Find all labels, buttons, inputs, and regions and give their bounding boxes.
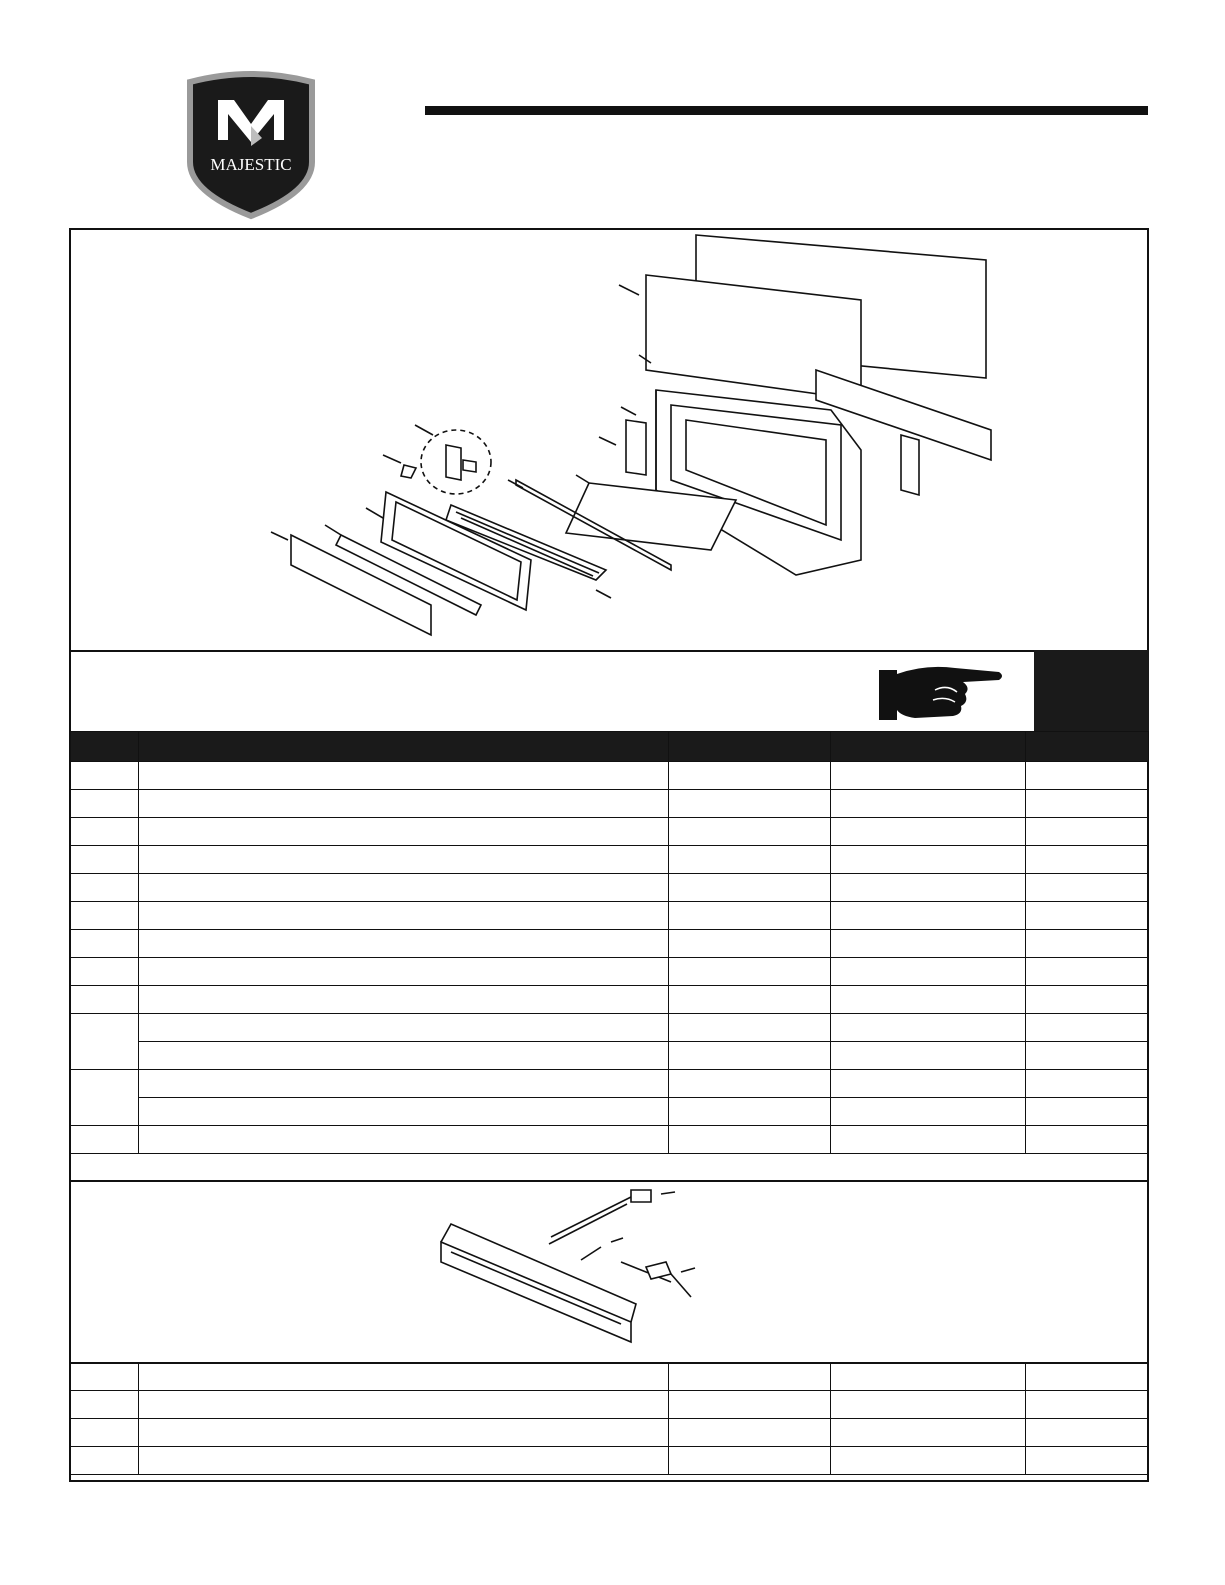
table-cell — [71, 1419, 139, 1447]
parts-table — [70, 731, 1149, 1154]
table-cell — [1026, 1042, 1149, 1070]
header-rule — [425, 106, 1148, 115]
table-cell — [831, 818, 1026, 846]
table-cell — [831, 1098, 1026, 1126]
table-cell — [139, 790, 669, 818]
table-cell — [669, 1014, 831, 1042]
table-row — [71, 874, 1149, 902]
table-cell — [139, 818, 669, 846]
table-cell — [669, 958, 831, 986]
table-cell — [139, 930, 669, 958]
table-cell — [71, 1014, 139, 1070]
table-cell — [139, 1126, 669, 1154]
exploded-parts-diagram — [71, 230, 1147, 652]
table-cell — [139, 1419, 669, 1447]
table-cell — [831, 790, 1026, 818]
table-cell — [1026, 874, 1149, 902]
table-cell — [1026, 1419, 1149, 1447]
table-cell — [831, 874, 1026, 902]
accessory-diagram — [71, 1180, 1147, 1364]
table-cell — [831, 902, 1026, 930]
table-cell — [831, 1070, 1026, 1098]
table-row — [71, 1391, 1149, 1419]
table-cell — [831, 986, 1026, 1014]
table-cell — [669, 930, 831, 958]
table-cell — [831, 1363, 1026, 1391]
table-cell — [831, 846, 1026, 874]
table-row — [71, 958, 1149, 986]
table-row — [71, 818, 1149, 846]
table-cell — [1026, 930, 1149, 958]
table-cell — [139, 1098, 669, 1126]
header-ref — [71, 732, 139, 762]
table-cell — [1026, 762, 1149, 790]
table-row — [71, 1098, 1149, 1126]
table-cell — [139, 1363, 669, 1391]
table-cell — [669, 790, 831, 818]
header-description — [139, 732, 669, 762]
table-cell — [71, 790, 139, 818]
table-cell — [71, 1070, 139, 1126]
table-cell — [139, 762, 669, 790]
table-cell — [831, 762, 1026, 790]
table-cell — [139, 1391, 669, 1419]
table-row — [71, 1070, 1149, 1098]
logo-wordmark: MAJESTIC — [210, 155, 292, 174]
table-cell — [831, 1126, 1026, 1154]
table-cell — [1026, 790, 1149, 818]
table-cell — [1026, 846, 1149, 874]
table-cell — [669, 1098, 831, 1126]
table-cell — [71, 818, 139, 846]
table-row — [71, 790, 1149, 818]
table-cell — [71, 1447, 139, 1475]
table-row — [71, 1014, 1149, 1042]
pointing-hand-icon — [875, 662, 1009, 726]
table-row — [71, 1363, 1149, 1391]
table-cell — [71, 846, 139, 874]
table-cell — [71, 902, 139, 930]
table-cell — [1026, 1391, 1149, 1419]
table-cell — [669, 818, 831, 846]
table-cell — [1026, 1126, 1149, 1154]
table-row — [71, 1042, 1149, 1070]
table-row — [71, 986, 1149, 1014]
table-cell — [669, 902, 831, 930]
table-cell — [139, 846, 669, 874]
table-cell — [831, 1391, 1026, 1419]
table-row — [71, 846, 1149, 874]
table-cell — [71, 874, 139, 902]
parts-table-header — [71, 732, 1149, 762]
table-row — [71, 1447, 1149, 1475]
table-cell — [831, 1042, 1026, 1070]
table-cell — [669, 1070, 831, 1098]
table-cell — [71, 1126, 139, 1154]
table-row — [71, 1419, 1149, 1447]
table-cell — [139, 1014, 669, 1042]
header-col5 — [1026, 732, 1149, 762]
table-cell — [1026, 1070, 1149, 1098]
table-cell — [71, 1391, 139, 1419]
table-cell — [831, 958, 1026, 986]
table-cell — [831, 1447, 1026, 1475]
table-cell — [831, 1419, 1026, 1447]
table-cell — [71, 986, 139, 1014]
table-cell — [1026, 1363, 1149, 1391]
table-cell — [669, 846, 831, 874]
table-cell — [1026, 958, 1149, 986]
table-cell — [139, 958, 669, 986]
table-cell — [669, 986, 831, 1014]
table-cell — [669, 1126, 831, 1154]
table-cell — [1026, 902, 1149, 930]
table-cell — [1026, 1098, 1149, 1126]
header-col3 — [669, 732, 831, 762]
header-col4 — [831, 732, 1026, 762]
table-cell — [669, 1391, 831, 1419]
table-cell — [139, 1042, 669, 1070]
table-cell — [71, 762, 139, 790]
table-row — [71, 930, 1149, 958]
table-cell — [669, 1447, 831, 1475]
table-cell — [669, 874, 831, 902]
table-cell — [831, 930, 1026, 958]
table-cell — [71, 958, 139, 986]
table-cell — [831, 1014, 1026, 1042]
table-cell — [139, 986, 669, 1014]
table-cell — [139, 1070, 669, 1098]
table-cell — [1026, 986, 1149, 1014]
table-cell — [139, 1447, 669, 1475]
table-cell — [139, 874, 669, 902]
table-cell — [71, 1363, 139, 1391]
table-cell — [669, 1042, 831, 1070]
table-cell — [669, 1363, 831, 1391]
table-row — [71, 1126, 1149, 1154]
majestic-logo — [184, 70, 318, 220]
table-cell — [669, 762, 831, 790]
table-cell — [1026, 1447, 1149, 1475]
table-cell — [71, 930, 139, 958]
accessory-table — [70, 1362, 1149, 1475]
table-cell — [1026, 1014, 1149, 1042]
table-cell — [139, 902, 669, 930]
table-cell — [669, 1419, 831, 1447]
table-row — [71, 762, 1149, 790]
table-row — [71, 902, 1149, 930]
table-cell — [1026, 818, 1149, 846]
